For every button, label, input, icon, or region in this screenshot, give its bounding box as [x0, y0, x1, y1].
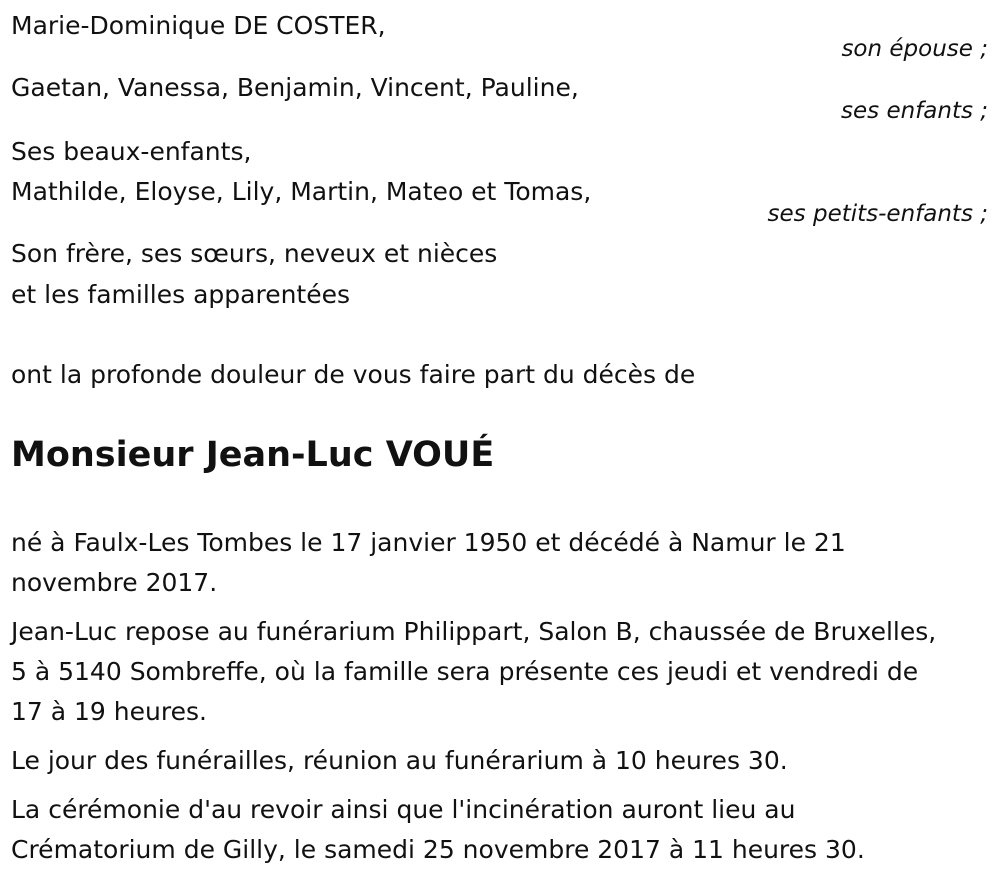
- children-role: ses enfants ;: [841, 98, 988, 124]
- announcement-intro: ont la profonde douleur de vous faire part du décès de: [11, 360, 696, 389]
- grandchildren-names: Mathilde, Eloyse, Lily, Martin, Mateo et Tomas,: [11, 177, 592, 206]
- grandchildren-role: ses petits-enfants ;: [767, 201, 988, 227]
- step-children-label: Ses beaux-enfants,: [11, 137, 252, 166]
- children-names: Gaetan, Vanessa, Benjamin, Vincent, Pauline,: [11, 73, 579, 102]
- birth-death-line-1: né à Faulx-Les Tombes le 17 janvier 1950 et décédé à Namur le 21: [11, 528, 846, 557]
- ceremony-line-2: Crématorium de Gilly, le samedi 25 novembre 2017 à 11 heures 30.: [11, 835, 865, 864]
- spouse-role: son épouse ;: [841, 36, 988, 62]
- birth-death-line-2: novembre 2017.: [11, 568, 218, 597]
- repose-line-3: 17 à 19 heures.: [11, 697, 207, 726]
- funeral-meeting-line: Le jour des funérailles, réunion au funérarium à 10 heures 30.: [11, 746, 788, 775]
- deceased-name: Monsieur Jean-Luc VOUÉ: [11, 435, 495, 475]
- repose-line-1: Jean-Luc repose au funérarium Philippart, Salon B, chaussée de Bruxelles,: [11, 617, 937, 646]
- ceremony-line-1: La cérémonie d'au revoir ainsi que l'incinération auront lieu au: [11, 795, 796, 824]
- siblings-line: Son frère, ses sœurs, neveux et nièces: [11, 239, 498, 268]
- spouse-name: Marie-Dominique DE COSTER,: [11, 11, 386, 40]
- repose-line-2: 5 à 5140 Sombreffe, où la famille sera présente ces jeudi et vendredi de: [11, 657, 919, 686]
- relatives-line: et les familles apparentées: [11, 280, 351, 309]
